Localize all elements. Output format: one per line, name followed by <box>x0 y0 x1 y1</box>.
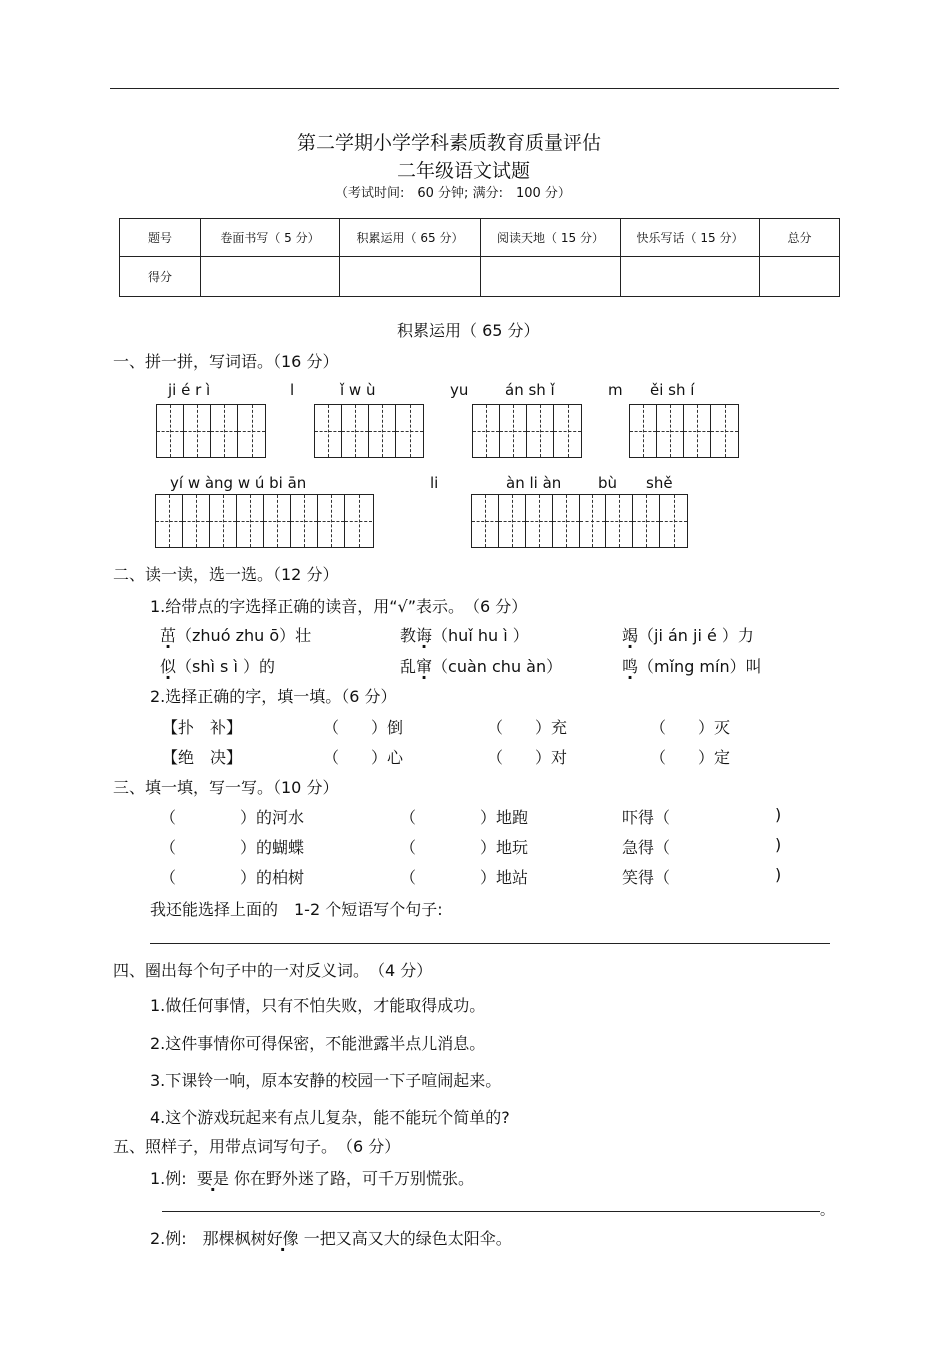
phrase-blank[interactable]: （ ）的蝴蝶 <box>160 838 305 857</box>
reading-item: 教诲（huǐ hu ì ） <box>400 626 529 645</box>
q2-sub1: 1.给带点的字选择正确的读音，用“√”表示。 （6 分） <box>150 597 528 616</box>
writing-grid[interactable] <box>314 404 424 458</box>
choice-blank[interactable]: （ ）灭 <box>650 718 731 737</box>
score-cell[interactable] <box>481 257 621 297</box>
pinyin: shě <box>646 474 673 492</box>
phrase-close: ) <box>775 865 782 884</box>
pinyin: án sh ǐ <box>505 381 555 399</box>
pinyin: yí w àng w ú bi ān <box>170 474 307 492</box>
score-header: 阅读天地（ 15 分） <box>481 219 621 257</box>
score-cell[interactable] <box>340 257 481 297</box>
score-row-label: 得分 <box>120 257 201 297</box>
example-2: 2.例: 那棵枫树好像 一把又高又大的绿色太阳伞。 <box>150 1229 512 1248</box>
choice-blank[interactable]: （ ）充 <box>487 718 568 737</box>
score-cell[interactable] <box>621 257 760 297</box>
answer-line[interactable] <box>162 1211 820 1212</box>
pinyin: ji é r ì <box>168 381 211 399</box>
reading-item: 茁（zhuó zhu ō）壮 <box>160 626 312 645</box>
phrase-close: ) <box>775 805 782 824</box>
score-cell[interactable] <box>760 257 840 297</box>
score-table <box>119 218 840 297</box>
pinyin: bù <box>598 474 618 492</box>
q2-sub2: 2.选择正确的字，填一填。（6 分） <box>150 687 397 706</box>
phrase-blank[interactable]: （ ）地站 <box>400 868 529 887</box>
answer-line-end: 。 <box>820 1203 834 1219</box>
example-1: 1.例: 要是 你在野外迷了路，可千万别慌张。 <box>150 1169 474 1188</box>
q4-title: 四、圈出每个句子中的一对反义词。 （4 分） <box>113 961 433 980</box>
reading-item: 鸣（mǐng mín）叫 <box>622 657 762 676</box>
phrase-blank[interactable]: （ ）的河水 <box>160 808 305 827</box>
sentence: 4.这个游戏玩起来有点儿复杂，能不能玩个简单的? <box>150 1108 510 1127</box>
pinyin: ǐ w ù <box>340 381 376 399</box>
choice-blank[interactable]: （ ）定 <box>650 748 731 767</box>
sentence: 1.做任何事情，只有不怕失败，才能取得成功。 <box>150 996 486 1015</box>
choice-blank[interactable]: （ ）倒 <box>323 718 404 737</box>
reading-item: 似（shì s ì ）的 <box>160 657 275 676</box>
phrase-blank[interactable]: （ ）的柏树 <box>160 868 305 887</box>
phrase-blank[interactable]: （ ）地玩 <box>400 838 529 857</box>
pinyin: m <box>608 381 623 399</box>
phrase-blank[interactable]: 笑得（ <box>622 868 671 887</box>
q1-title: 一、拼一拼，写词语。（16 分） <box>113 352 339 371</box>
score-header: 积累运用（ 65 分） <box>340 219 481 257</box>
phrase-blank[interactable]: 吓得（ <box>622 808 671 827</box>
exam-info: （考试时间: 60 分钟; 满分: 100 分） <box>335 186 571 201</box>
score-cell[interactable] <box>201 257 340 297</box>
q3-prompt: 我还能选择上面的 1-2 个短语写个句子: <box>150 900 443 919</box>
writing-grid[interactable] <box>156 404 266 458</box>
phrase-blank[interactable]: （ ）地跑 <box>400 808 529 827</box>
score-header: 快乐写话（ 15 分） <box>621 219 760 257</box>
pinyin: àn li àn <box>506 474 562 492</box>
reading-item: 竭（ji án ji é ）力 <box>622 626 754 645</box>
writing-grid[interactable] <box>155 494 374 548</box>
choice-label: 【扑 补】 <box>162 718 243 737</box>
pinyin: l <box>290 381 295 399</box>
phrase-blank[interactable]: 急得（ <box>622 838 671 857</box>
writing-grid[interactable] <box>629 404 739 458</box>
score-header: 卷面书写（ 5 分） <box>201 219 340 257</box>
top-rule <box>110 88 839 89</box>
q5-title: 五、照样子，用带点词写句子。 （6 分） <box>113 1137 401 1156</box>
pinyin: ěi sh í <box>650 381 695 399</box>
reading-item: 乱窜（cuàn chu àn） <box>400 657 563 676</box>
pinyin: yu <box>450 381 469 399</box>
score-header: 题号 <box>120 219 201 257</box>
page-title: 第二学期小学学科素质教育质量评估 <box>297 132 602 154</box>
phrase-close: ) <box>775 835 782 854</box>
page-subtitle: 二年级语文试题 <box>397 160 531 182</box>
choice-label: 【绝 决】 <box>162 748 243 767</box>
pinyin: li <box>430 474 439 492</box>
answer-line[interactable] <box>150 943 830 944</box>
score-header: 总分 <box>760 219 840 257</box>
section-heading: 积累运用（ 65 分） <box>397 321 540 340</box>
q3-title: 三、填一填，写一写。（10 分） <box>113 778 339 797</box>
q2-title: 二、读一读，选一选。（12 分） <box>113 565 339 584</box>
writing-grid[interactable] <box>472 404 582 458</box>
sentence: 3.下课铃一响，原本安静的校园一下子喧闹起来。 <box>150 1071 502 1090</box>
sentence: 2.这件事情你可得保密，不能泄露半点儿消息。 <box>150 1034 486 1053</box>
choice-blank[interactable]: （ ）心 <box>323 748 404 767</box>
writing-grid[interactable] <box>471 494 688 548</box>
choice-blank[interactable]: （ ）对 <box>487 748 568 767</box>
